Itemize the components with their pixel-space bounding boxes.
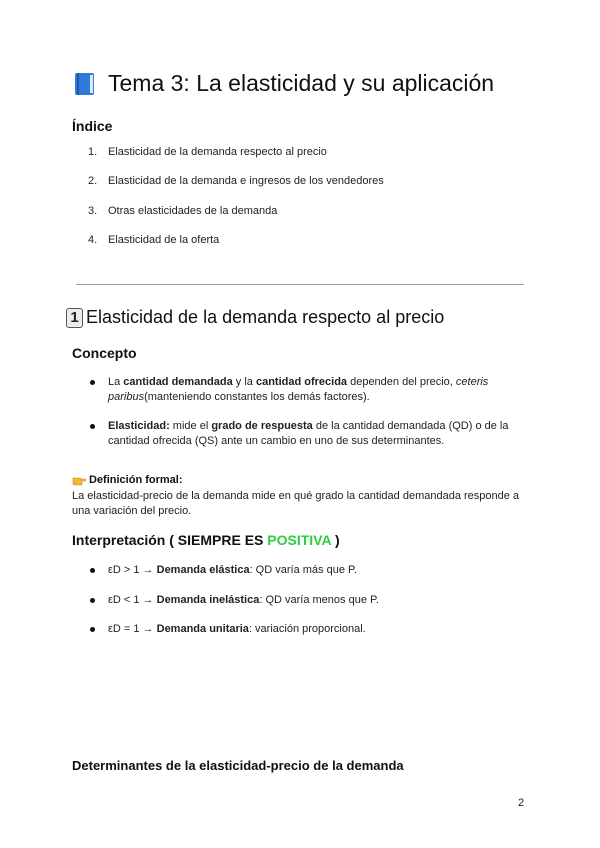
concepto-list (88, 375, 528, 463)
interpretation-list (88, 563, 528, 652)
keycap-one-icon: 1 (66, 308, 83, 328)
pointing-hand-icon (72, 474, 86, 486)
definition-heading: Definición formal: (72, 474, 183, 486)
interpretation-heading: Interpretación ( SIEMPRE ES POSITIVA ) (72, 532, 340, 548)
toc-item: 1. Elasticidad de la demanda respecto al precio (88, 146, 327, 158)
blue-book-icon (74, 72, 96, 96)
determinants-heading: Determinantes de la elasticidad-precio de la demanda (72, 758, 404, 773)
positive-highlight: POSITIVA (267, 532, 332, 548)
section-title-text: Elasticidad de la demanda respecto al precio (86, 307, 445, 327)
toc-item: 4. Elasticidad de la oferta (88, 233, 220, 246)
list-item: εD > 1 → Demanda elástica: QD varía más que P. (88, 563, 528, 578)
page-title-text: Tema 3: La elasticidad y su aplicación (108, 70, 495, 96)
table-of-contents (88, 146, 384, 263)
section-title (66, 307, 444, 328)
concepto-heading: Concepto (72, 345, 137, 361)
page-number: 2 (518, 797, 525, 809)
list-item: εD = 1 → Demanda unitaria: variación proporcional. (88, 622, 528, 637)
toc-item: 3. Otras elasticidades de la demanda (88, 204, 278, 217)
page-title (74, 70, 494, 97)
list-item: La cantidad demandada y la cantidad ofrecida dependen del precio, ceteris paribus(manteniendo constantes los demás factores). (88, 375, 528, 405)
toc-item: 2. Elasticidad de la demanda e ingresos de los vendedores (88, 175, 384, 188)
list-item: Elasticidad: mide el grado de respuesta de la cantidad demandada (QD) o de la cantidad ofrecida (QS) ante un cambio en uno de sus determinantes. (88, 419, 528, 449)
index-heading: Índice (72, 118, 113, 134)
horizontal-divider (76, 284, 524, 285)
list-item: εD < 1 → Demanda inelástica: QD varía menos que P. (88, 593, 528, 608)
definition-text: La elasticidad-precio de la demanda mide en qué grado la cantidad demandada responde a una variación del precio. (72, 490, 520, 517)
